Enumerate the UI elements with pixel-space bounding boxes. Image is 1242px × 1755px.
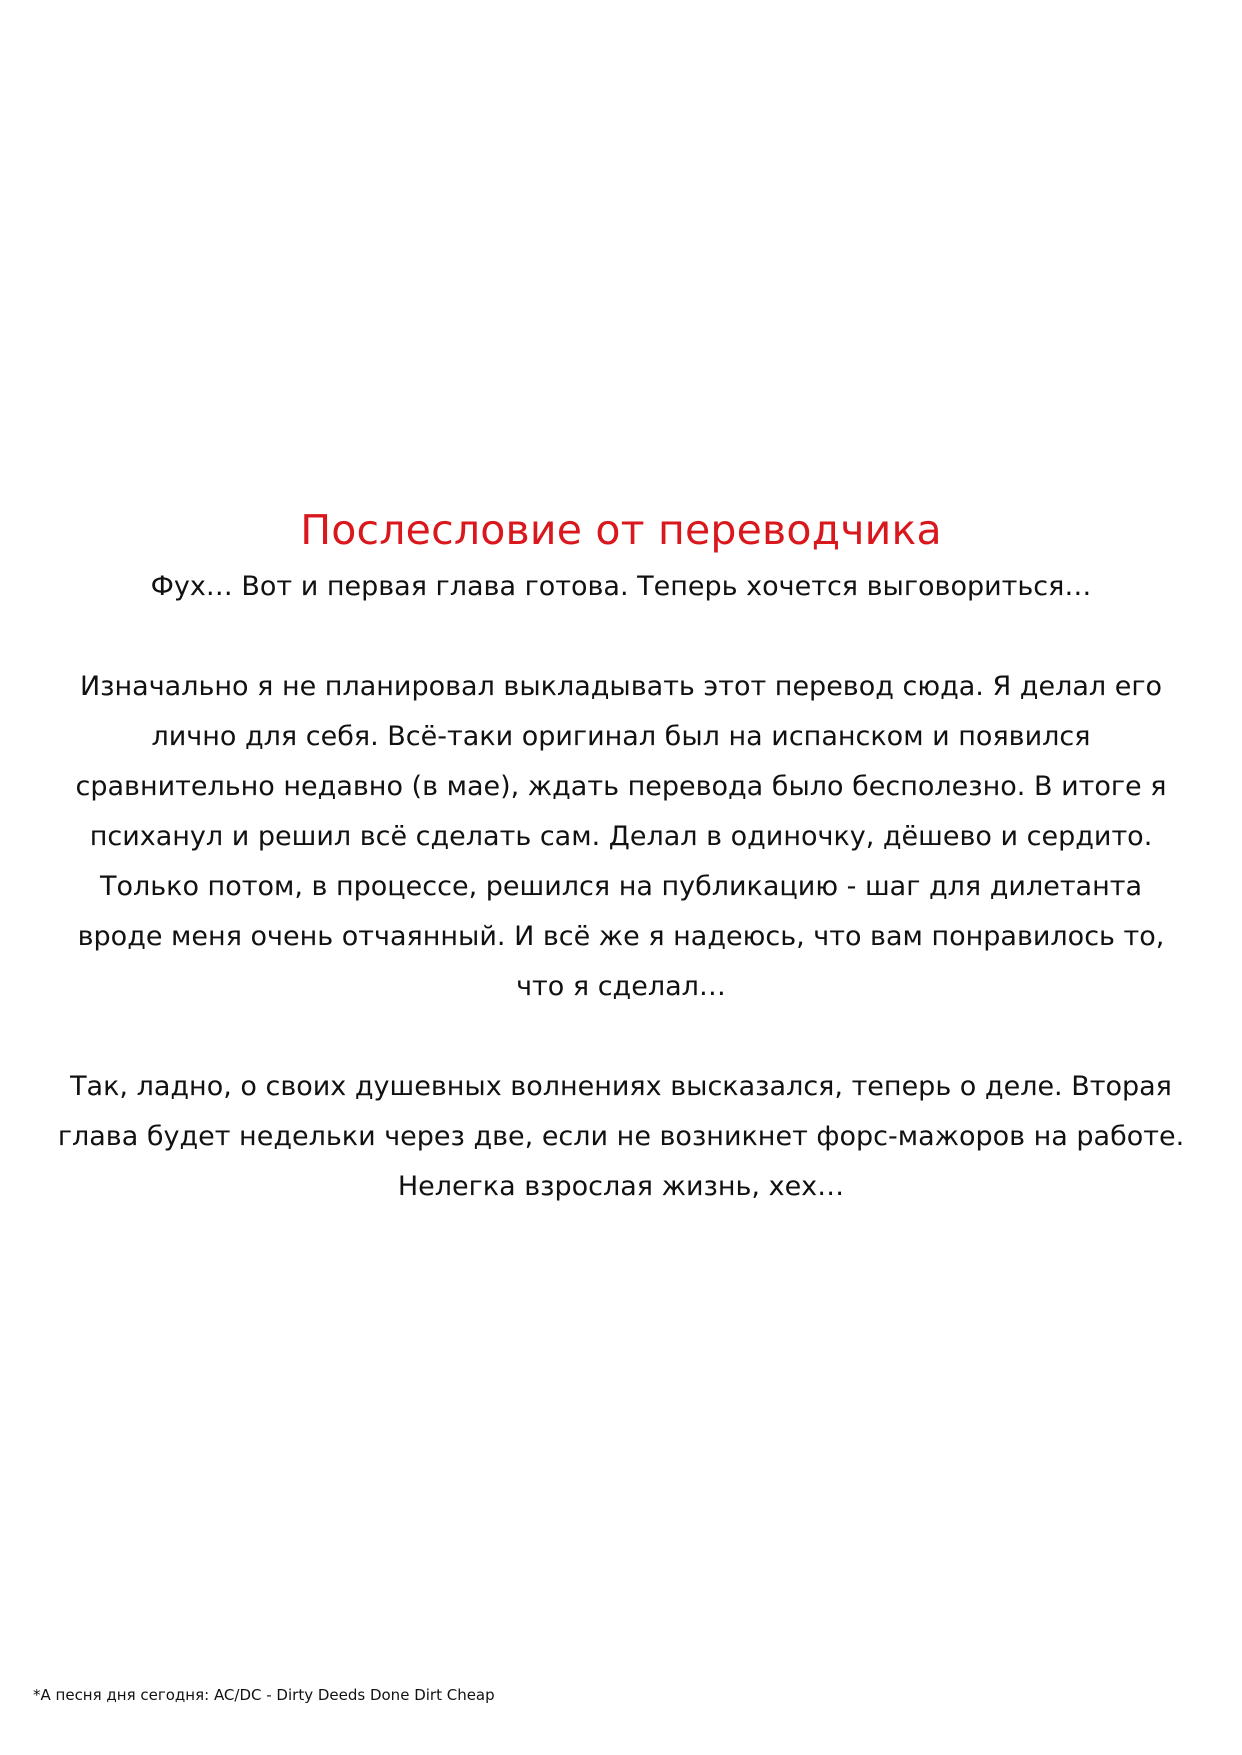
intro-paragraph: Фух… Вот и первая глава готова. Теперь хочется выговориться… <box>150 571 1092 602</box>
paragraph-2: Так, ладно, о своих душевных волнениях высказался, теперь о деле. Вторая глава будет недельки через две, если не возникнет форс-мажоров на работе. Нелегка взрослая жизнь, хех… <box>57 1071 1185 1202</box>
page-title: Послесловие от переводчика <box>300 506 942 554</box>
afterword-block <box>55 502 1187 1212</box>
footnote: *А песня дня сегодня: AC/DC - Dirty Deeds Done Dirt Cheap <box>33 1686 495 1704</box>
paragraph-1: Изначально я не планировал выкладывать этот перевод сюда. Я делал его лично для себя. Всё-таки оригинал был на испанском и появился сравнительно недавно (в мае), ждать перевода было бесполезно. В итоге я психанул и решил всё сделать сам. Делал в одиночку, дёшево и сердито. Только потом, в процессе, решился на публикацию - шаг для дилетанта вроде меня очень отчаянный. И всё же я надеюсь, что вам понравилось то, что я сделал… <box>75 671 1167 1002</box>
